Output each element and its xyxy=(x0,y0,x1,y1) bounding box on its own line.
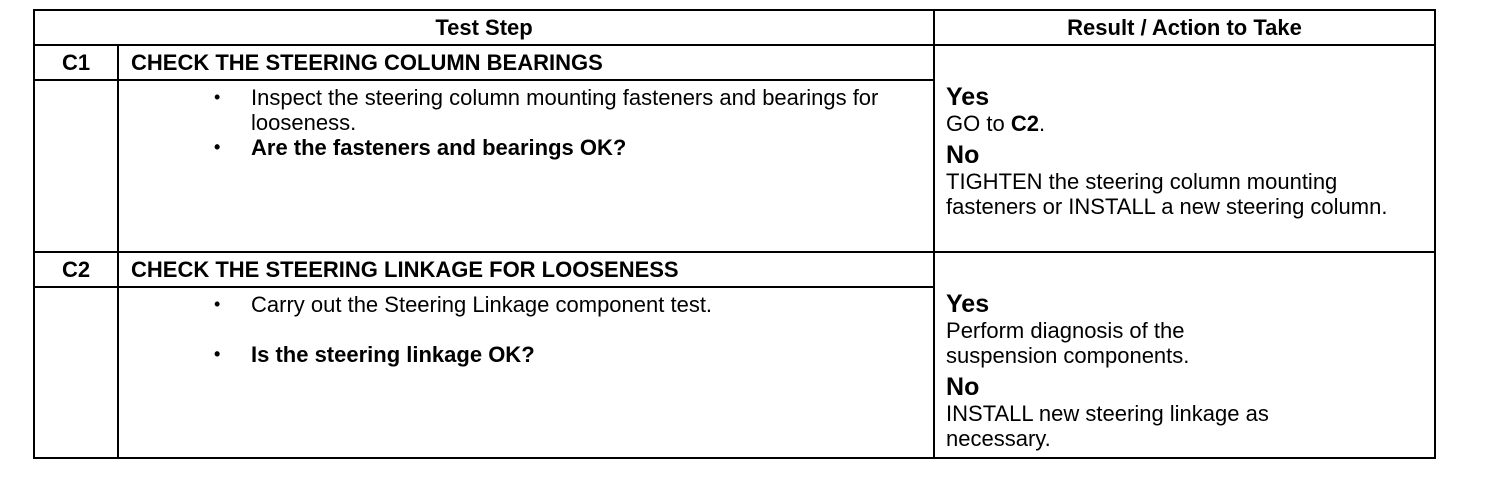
step-bullets xyxy=(119,292,923,367)
step-id: C1 xyxy=(34,45,118,80)
yes-text xyxy=(946,111,1424,136)
result-yes xyxy=(946,291,1424,368)
result-cell xyxy=(934,252,1435,458)
step-id: C2 xyxy=(34,252,118,287)
bullet-question xyxy=(119,342,923,367)
step-title-row xyxy=(34,252,1435,287)
step-body xyxy=(118,80,934,252)
bullet-question xyxy=(119,135,923,160)
step-bullets xyxy=(119,85,923,160)
step-id-spacer xyxy=(34,287,118,458)
header-test-step: Test Step xyxy=(34,10,934,45)
step-title: CHECK THE STEERING COLUMN BEARINGS xyxy=(118,45,934,80)
header-result-action: Result / Action to Take xyxy=(934,10,1435,45)
no-text: TIGHTEN the steering column mounting fasteners or INSTALL a new steering column. xyxy=(946,169,1388,219)
result-yes xyxy=(946,84,1424,136)
step-body xyxy=(118,287,934,458)
bullet-dot: • xyxy=(214,87,221,107)
yes-text: Perform diagnosis of the suspension components. xyxy=(946,318,1190,368)
result-no xyxy=(946,142,1424,219)
bullet-text: Inspect the steering column mounting fasteners and bearings for looseness. xyxy=(251,85,879,135)
step-title: CHECK THE STEERING LINKAGE FOR LOOSENESS xyxy=(118,252,934,287)
yes-text-suffix: . xyxy=(1038,111,1046,136)
no-label: No xyxy=(946,141,980,169)
result-no xyxy=(946,374,1424,451)
bullet-text: Is the steering linkage OK? xyxy=(251,342,535,368)
no-label: No xyxy=(946,373,980,401)
yes-step-ref: C2 xyxy=(1010,111,1039,136)
yes-label: Yes xyxy=(946,290,990,318)
bullet-dot: • xyxy=(214,294,221,315)
bullet-item xyxy=(119,85,923,135)
table-header-row xyxy=(34,10,1435,45)
step-id-spacer xyxy=(34,80,118,252)
yes-text-prefix: GO to xyxy=(946,111,1011,136)
bullet-text: Carry out the Steering Linkage component test. xyxy=(251,292,713,318)
no-text: INSTALL new steering linkage as necessary. xyxy=(946,401,1269,451)
bullet-dot: • xyxy=(214,137,221,157)
step-title-row xyxy=(34,45,1435,80)
bullet-item xyxy=(119,292,923,317)
yes-label: Yes xyxy=(946,83,990,111)
diagnostic-table xyxy=(33,9,1436,459)
bullet-dot: • xyxy=(214,344,221,365)
bullet-text: Are the fasteners and bearings OK? xyxy=(251,135,627,160)
result-cell xyxy=(934,45,1435,252)
